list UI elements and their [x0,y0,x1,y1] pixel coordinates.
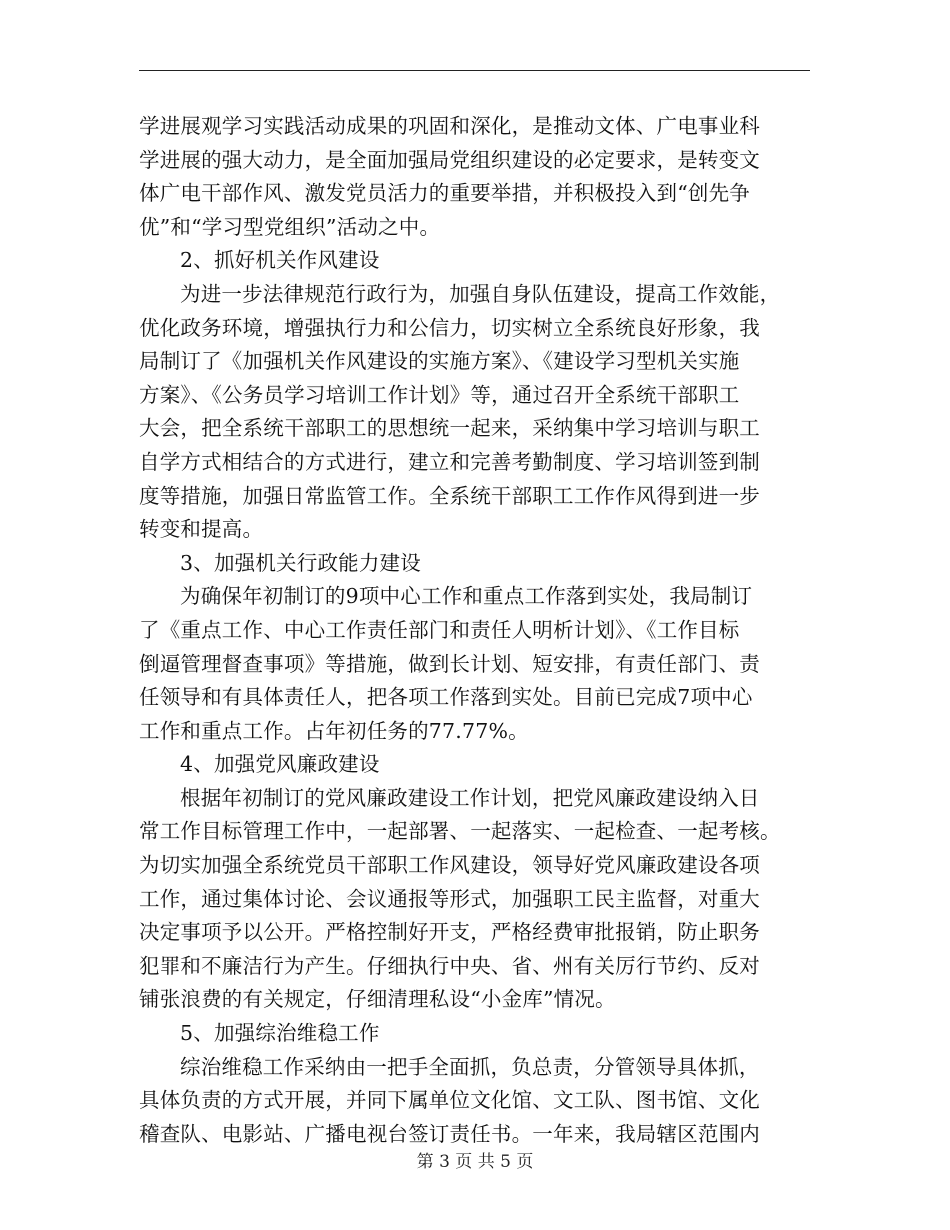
text-line: 犯罪和不廉洁行为产生。仔细执行中央、省、州有关厉行节约、反对 [139,953,760,978]
text-line: 体广电干部作风、激发党员活力的重要举措，并积极投入到“创先争 [139,181,750,206]
text-line: 转变和提高。 [139,517,264,542]
text-line: 具体负责的方式开展，并同下属单位文化馆、文工队、图书馆、文化 [139,1088,760,1113]
text-line: 工作和重点工作。占年初任务的77.77%。 [139,718,529,743]
text-line: 任领导和有具体责任人，把各项工作落到实处。目前已完成7项中心 [139,685,753,710]
text-line: 常工作目标管理工作中，一起部署、一起落实、一起检查、一起考核。 [139,819,781,844]
text-line: 工作，通过集体讨论、会议通报等形式，加强职工民主监督，对重大 [139,886,760,911]
page-footer: 第 3 页 共 5 页 [416,1152,534,1172]
text-line: 优化政务环境，增强执行力和公信力，切实树立全系统良好形象，我 [139,315,760,340]
text-line: 度等措施，加强日常监管工作。全系统干部职工工作作风得到进一步 [139,483,760,508]
text-line: 5、加强综治维稳工作 [180,1021,380,1046]
header-rule [139,70,810,71]
text-line: 根据年初制订的党风廉政建设工作计划，把党风廉政建设纳入日 [180,785,760,810]
text-line: 学进展观学习实践活动成果的巩固和深化，是推动文体、广电事业科 [139,114,760,138]
text-line: 铺张浪费的有关规定，仔细清理私设“小金库”情况。 [139,987,616,1012]
text-line: 综治维稳工作采纳由一把手全面抓，负总责，分管领导具体抓， [180,1054,760,1079]
text-line: 为进一步法律规范行政行为，加强自身队伍建设，提高工作效能， [180,281,781,306]
text-line: 方案》、《公务员学习培训工作计划》等，通过召开全系统干部职工 [139,382,740,407]
text-line: 为确保年初制订的9项中心工作和重点工作落到实处，我局制订 [180,584,753,609]
text-line: 倒逼管理督查事项》等措施，做到长计划、短安排，有责任部门、责 [139,651,760,676]
document-body [139,110,811,1151]
text-line: 优”和“学习型党组织”活动之中。 [139,214,441,239]
text-line: 2、抓好机关作风建设 [180,248,380,273]
text-line: 3、加强机关行政能力建设 [180,550,421,575]
text-line: 稽查队、电影站、广播电视台签订责任书。一年来，我局辖区范围内 [139,1121,760,1146]
text-line: 决定事项予以公开。严格控制好开支，严格经费审批报销，防止职务 [139,920,760,945]
text-line: 自学方式相结合的方式进行，建立和完善考勤制度、学习培训签到制 [139,449,760,474]
text-line: 局制订了《加强机关作风建设的实施方案》、《建设学习型机关实施 [139,349,740,374]
text-line: 4、加强党风廉政建设 [180,752,380,777]
text-line: 为切实加强全系统党员干部职工作风建设，领导好党风廉政建设各项 [139,853,760,878]
text-line: 了《重点工作、中心工作责任部门和责任人明析计划》、《工作目标 [139,617,740,642]
text-line: 学进展的强大动力，是全面加强局党组织建设的必定要求，是转变文 [139,147,760,172]
text-line: 大会，把全系统干部职工的思想统一起来，采纳集中学习培训与职工 [139,416,760,441]
